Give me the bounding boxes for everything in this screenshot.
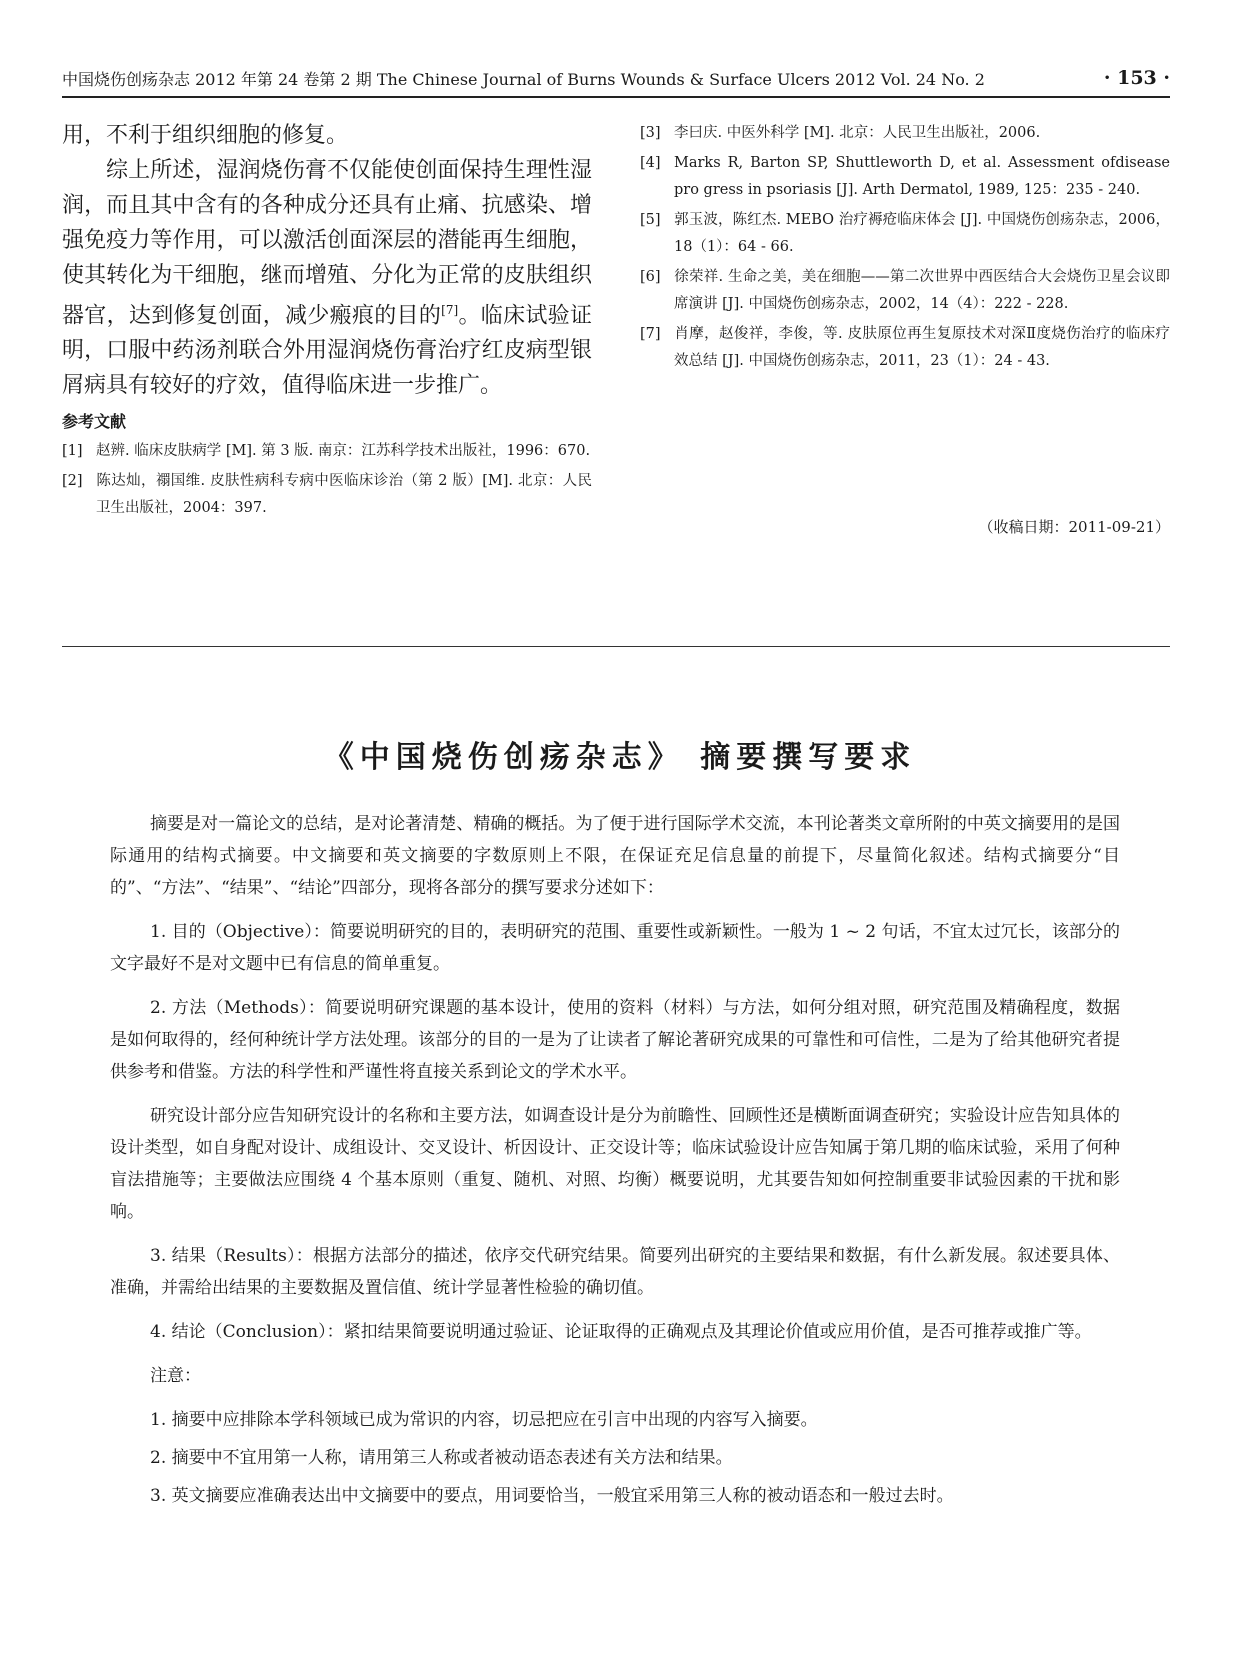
conclusion-text-tail: 。临床试验证明，口服中药汤剂联合外用湿润烧伤膏治疗红皮病型银屑病具有较好的疗效，值得临床进一步推广。	[62, 303, 592, 399]
article-paragraph: 研究设计部分应告知研究设计的名称和主要方法，如调查设计是分为前瞻性、回顾性还是横断面调查研究；实验设计应告知具体的设计类型，如自身配对设计、成组设计、交叉设计、析因设计、正交设计等；临床试验设计应告知属于第几期的临床试验，采用了何种盲法措施等；主要做法应围绕 4 个基本原则（重复、随机、对照、均衡）概要说明，尤其要告知如何控制重要非试验因素的干扰和影响。	[110, 1106, 1120, 1222]
paragraph-continued: 用，不利于组织细胞的修复。	[62, 123, 349, 148]
article-paragraph: 摘要是对一篇论文的总结，是对论著清楚、精确的概括。为了便于进行国际学术交流，本刊论著类文章所附的中英文摘要用的是国际通用的结构式摘要。中文摘要和英文摘要的字数原则上不限，在保证充足信息量的前提下，尽量简化叙述。结构式摘要分“目的”、“方法”、“结果”、“结论”四部分，现将各部分的撰写要求分述如下：	[110, 814, 1120, 898]
article-paragraph: 3. 结果（Results）：根据方法部分的描述，依序交代研究结果。简要列出研究的主要结果和数据，有什么新发展。叙述要具体、准确，并需给出结果的主要数据及置信值、统计学显著性检验的确切值。	[110, 1246, 1120, 1298]
article-body	[110, 808, 1120, 1518]
note-item: 3. 英文摘要应准确表达出中文摘要中的要点，用词要恰当，一般宜采用第三人称的被动语态和一般过去时。	[150, 1486, 954, 1506]
reference-item: [6] 徐荣祥. 生命之美，美在细胞——第二次世界中西医结合大会烧伤卫星会议即席演讲 [J]. 中国烧伤创疡杂志，2002，14（4）：222 - 228.	[640, 269, 1170, 312]
note-item: 2. 摘要中不宜用第一人称，请用第三人称或者被动语态表述有关方法和结果。	[150, 1448, 733, 1468]
conclusion-text: 综上所述，湿润烧伤膏不仅能使创面保持生理性湿润，而且其中含有的各种成分还具有止痛、抗感染、增强免疫力等作用，可以激活创面深层的潜能再生细胞，使其转化为干细胞，继而增殖、分化为正常的皮肤组织器官，达到修复创面，减少瘢痕的目的	[62, 158, 592, 329]
page-number: · 153 ·	[1103, 67, 1170, 89]
reference-item: [5] 郭玉波，陈红杰. MEBO 治疗褥疮临床体会 [J]. 中国烧伤创疡杂志，2006，18（1）：64 - 66.	[640, 212, 1170, 255]
header-journal-info: 中国烧伤创疡杂志 2012 年第 24 卷第 2 期 The Chinese Journal of Burns Wounds & Surface Ulcers 2012 Vol. 24 No. 2	[62, 70, 985, 89]
reference-item: [2] 陈达灿，禤国维. 皮肤性病科专病中医临床诊治（第 2 版）[M]. 北京：人民卫生出版社，2004：397.	[62, 473, 592, 517]
article-paragraph: 2. 方法（Methods）：简要说明研究课题的基本设计，使用的资料（材料）与方法，如何分组对照，研究范围及精确程度，数据是如何取得的，经何种统计学方法处理。该部分的目的一是为了让读者了解论著研究成果的可靠性和可信性，二是为了给其他研究者提供参考和借鉴。方法的科学性和严谨性将直接关系到论文的学术水平。	[110, 998, 1120, 1082]
reference-item: [4] Marks R, Barton SP, Shuttleworth D, et al. Assessment ofdisease pro gress in psoriasis [J]. Arth Dermatol, 1989, 125：235 - 240.	[640, 155, 1170, 198]
article-title: 《中国烧伤创疡杂志》 摘要撰写要求	[323, 740, 917, 775]
reference-item: [1] 赵辨. 临床皮肤病学 [M]. 第 3 版. 南京：江苏科学技术出版社，1996：670.	[62, 443, 591, 460]
reference-item: [7] 肖摩，赵俊祥，李俊，等. 皮肤原位再生复原技术对深Ⅱ度烧伤治疗的临床疗效总结 [J]. 中国烧伤创疡杂志，2011，23（1）：24 - 43.	[640, 326, 1170, 369]
left-column	[62, 118, 592, 525]
reference-item: [3] 李曰庆. 中医外科学 [M]. 北京：人民卫生出版社，2006.	[640, 125, 1041, 141]
section-divider	[62, 646, 1170, 647]
notes-heading: 注意：	[150, 1366, 201, 1386]
citation-7: [7]	[441, 303, 459, 317]
right-column	[640, 120, 1170, 378]
received-date: （收稿日期：2011-09-21）	[978, 518, 1170, 536]
running-header	[62, 67, 1170, 98]
paragraph-conclusion	[62, 153, 592, 403]
article-paragraph: 4. 结论（Conclusion）：紧扣结果简要说明通过验证、论证取得的正确观点及其理论价值或应用价值，是否可推荐或推广等。	[150, 1322, 1092, 1342]
references-heading: 参考文献	[62, 412, 127, 432]
article-paragraph: 1. 目的（Objective）：简要说明研究的目的，表明研究的范围、重要性或新颖性。一般为 1 ~ 2 句话，不宜太过冗长，该部分的文字最好不是对文题中已有信息的简单重复。	[110, 922, 1120, 974]
note-item: 1. 摘要中应排除本学科领域已成为常识的内容，切忌把应在引言中出现的内容写入摘要。	[150, 1410, 818, 1430]
